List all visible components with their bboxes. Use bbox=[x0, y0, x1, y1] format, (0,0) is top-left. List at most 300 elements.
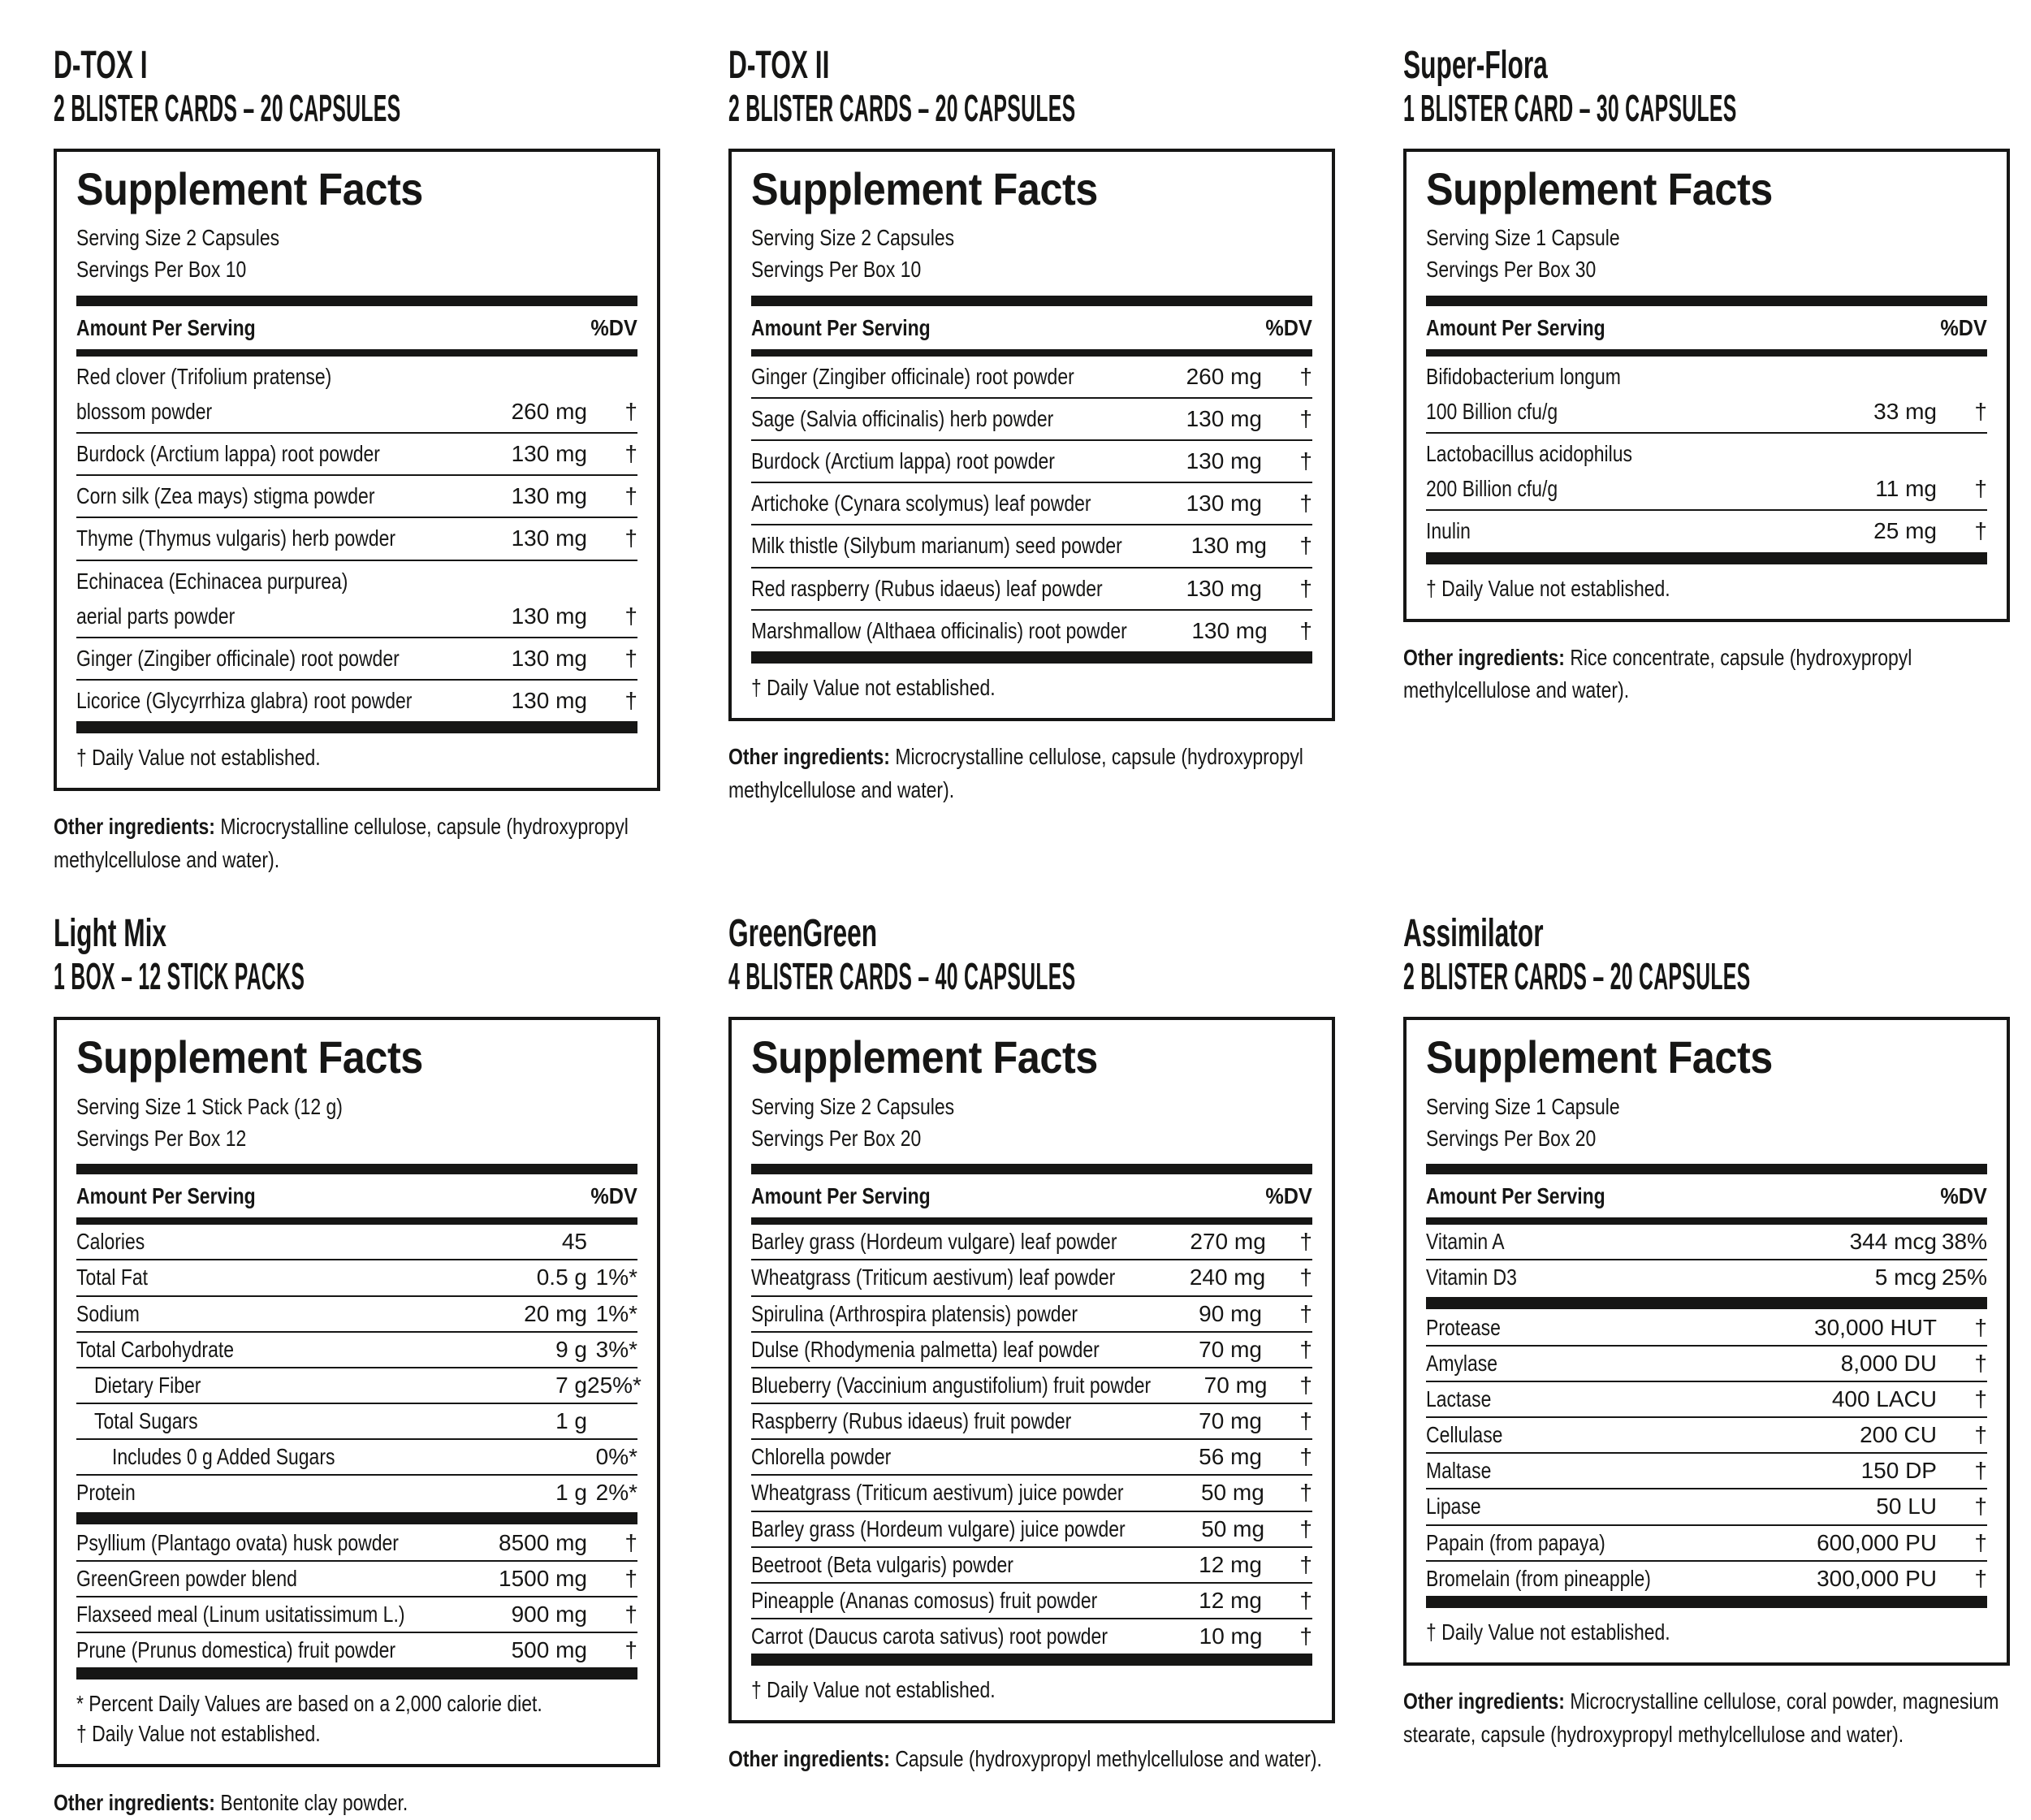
thin-divider bbox=[1426, 1217, 1987, 1225]
ingredient-name-line: Thyme (Thymus vulgaris) herb powder bbox=[76, 525, 396, 551]
footnotes bbox=[76, 733, 637, 773]
ingredient-name-line: Echinacea (Echinacea purpurea) bbox=[76, 568, 348, 594]
amount-header-row bbox=[76, 306, 637, 349]
amount-header-row bbox=[1426, 306, 1987, 349]
supplement-facts-title: Supplement Facts bbox=[76, 1031, 423, 1083]
ingredient-amount: 90 mg bbox=[1199, 1300, 1262, 1326]
ingredient-name bbox=[76, 568, 505, 629]
ingredient-dv: † bbox=[1299, 448, 1312, 474]
ingredient-row bbox=[76, 1632, 637, 1667]
ingredient-amount: 30,000 HUT bbox=[1814, 1314, 1937, 1340]
product-name: GreenGreen bbox=[728, 912, 878, 956]
ingredient-row bbox=[76, 637, 637, 679]
ingredient-name bbox=[76, 1602, 505, 1628]
product-name: Assimilator bbox=[1403, 912, 1544, 956]
ingredient-name bbox=[76, 1566, 492, 1592]
ingredient-dv: † bbox=[624, 603, 637, 629]
ingredient-amount: 70 mg bbox=[1199, 1336, 1262, 1362]
ingredient-dv: † bbox=[1299, 575, 1312, 601]
ingredient-name-line: Vitamin A bbox=[1426, 1229, 1505, 1255]
ingredient-name-line: Vitamin D3 bbox=[1426, 1264, 1517, 1290]
ingredient-row bbox=[76, 560, 637, 637]
ingredient-dv: † bbox=[624, 1637, 637, 1663]
thick-divider bbox=[1426, 1164, 1987, 1174]
servings-per-line: Servings Per Box 10 bbox=[76, 257, 247, 283]
ingredient-name-line: Licorice (Glycyrrhiza glabra) root powder bbox=[76, 688, 413, 714]
ingredient-dv: † bbox=[1299, 1372, 1312, 1398]
ingredient-row bbox=[1426, 1416, 1987, 1452]
ingredient-row bbox=[76, 357, 637, 432]
ingredient-name bbox=[76, 364, 505, 425]
ingredient-name bbox=[751, 1444, 1182, 1470]
ingredient-row bbox=[76, 1295, 637, 1331]
ingredient-name bbox=[1426, 1351, 1834, 1377]
ingredient-amount: 130 mg bbox=[511, 483, 587, 509]
servings-per-line: Servings Per Box 10 bbox=[751, 257, 922, 283]
ingredient-name bbox=[751, 1623, 1182, 1649]
ingredient-name bbox=[751, 406, 1180, 432]
ingredient-name-line: Calories bbox=[76, 1229, 145, 1255]
ingredient-amount: 130 mg bbox=[1191, 533, 1268, 559]
ingredient-dv: † bbox=[624, 483, 637, 509]
ingredient-name-line: 100 Billion cfu/g bbox=[1426, 398, 1558, 424]
ingredient-name-line: Bifidobacterium longum bbox=[1426, 363, 1621, 389]
ingredient-amount: 8,000 DU bbox=[1840, 1350, 1937, 1376]
ingredient-name bbox=[76, 525, 505, 551]
other-ingredients-label: Other ingredients: bbox=[54, 1790, 215, 1816]
ingredient-rows bbox=[751, 357, 1312, 651]
footnotes bbox=[751, 1666, 1312, 1705]
footnote-line: † Daily Value not established. bbox=[751, 674, 996, 700]
ingredient-row bbox=[751, 1582, 1312, 1618]
footnote-line: * Percent Daily Values are based on a 2,000 calorie diet. bbox=[76, 1691, 542, 1717]
ingredient-name bbox=[1426, 1422, 1853, 1448]
product-name: Light Mix bbox=[54, 912, 167, 956]
bottom-divider bbox=[751, 1654, 1312, 1666]
footnotes bbox=[751, 664, 1312, 703]
servings-per-line: Servings Per Box 20 bbox=[751, 1125, 922, 1151]
ingredient-amount: 130 mg bbox=[511, 525, 587, 551]
ingredient-name bbox=[751, 1516, 1185, 1542]
ingredient-dv: 0%* bbox=[595, 1444, 637, 1470]
ingredient-name-line: Maltase bbox=[1426, 1458, 1492, 1484]
ingredient-dv: † bbox=[1974, 1422, 1987, 1448]
ingredient-name-line: Ginger (Zingiber officinale) root powder bbox=[751, 363, 1074, 389]
ingredient-dv: † bbox=[1299, 1229, 1312, 1255]
thick-divider bbox=[751, 296, 1312, 306]
ingredient-rows bbox=[1426, 357, 1987, 552]
ingredient-name bbox=[1426, 1458, 1855, 1484]
ingredient-dv: † bbox=[1299, 1588, 1312, 1614]
ingredient-name bbox=[76, 483, 505, 509]
ingredient-dv: † bbox=[1299, 1408, 1312, 1434]
ingredient-name bbox=[76, 441, 505, 467]
ingredient-amount: 8500 mg bbox=[499, 1529, 587, 1555]
ingredient-dv: 3%* bbox=[595, 1336, 637, 1362]
supplement-facts-box bbox=[1403, 149, 2010, 622]
ingredient-amount: 11 mg bbox=[1875, 476, 1937, 502]
ingredient-name bbox=[1426, 364, 1857, 425]
ingredient-name bbox=[76, 646, 505, 672]
ingredient-dv: 1%* bbox=[595, 1300, 637, 1326]
ingredient-name-line: Blueberry (Vaccinium angustifolium) fruit powder bbox=[751, 1372, 1152, 1398]
ingredient-dv: † bbox=[1299, 1444, 1312, 1470]
ingredient-row bbox=[751, 567, 1312, 609]
ingredient-name-line: Red clover (Trifolium pratense) bbox=[76, 363, 332, 389]
ingredient-name-line: Sage (Salvia officinalis) herb powder bbox=[751, 405, 1054, 431]
ingredient-dv: † bbox=[1299, 1551, 1312, 1577]
thick-divider bbox=[1426, 296, 1987, 306]
ingredient-name-line: Barley grass (Hordeum vulgare) leaf powder bbox=[751, 1229, 1117, 1255]
ingredient-name bbox=[751, 491, 1180, 517]
other-ingredients bbox=[1403, 1685, 2010, 1751]
other-ingredients-text: Microcrystalline cellulose, capsule (hydroxypropyl methylcellulose and water). bbox=[54, 814, 629, 872]
ingredient-amount: 240 mg bbox=[1189, 1264, 1266, 1290]
ingredient-name bbox=[751, 1337, 1182, 1363]
thin-divider bbox=[751, 349, 1312, 357]
ingredient-name bbox=[1426, 1530, 1810, 1556]
section-divider bbox=[76, 1512, 637, 1524]
ingredient-name-line: Prune (Prunus domestica) fruit powder bbox=[76, 1637, 396, 1663]
ingredient-name bbox=[751, 1552, 1182, 1578]
ingredient-row bbox=[1426, 1345, 1987, 1381]
ingredient-row bbox=[1426, 1560, 1987, 1596]
ingredient-amount: 5 mcg bbox=[1874, 1264, 1937, 1290]
ingredient-amount: 260 mg bbox=[1186, 363, 1262, 389]
ingredient-amount: 150 DP bbox=[1860, 1458, 1937, 1484]
ingredient-name-line: Red raspberry (Rubus idaeus) leaf powder bbox=[751, 575, 1103, 601]
ingredient-amount: 130 mg bbox=[1186, 405, 1262, 431]
ingredient-dv: † bbox=[624, 1529, 637, 1555]
ingredient-row bbox=[1426, 1488, 1987, 1524]
ingredient-name-line: Bromelain (from pineapple) bbox=[1426, 1565, 1651, 1591]
ingredient-name-line: Carrot (Daucus carota sativus) root powder bbox=[751, 1623, 1108, 1649]
ingredient-dv: 25%* bbox=[587, 1372, 642, 1398]
product-spec: 2 BLISTER CARDS – 20 CAPSULES bbox=[1403, 955, 1751, 998]
serving-size-line: Serving Size 1 Capsule bbox=[1426, 1093, 1620, 1119]
ingredient-amount: 1 g bbox=[555, 1480, 587, 1506]
ingredient-row bbox=[76, 1331, 637, 1367]
ingredient-row bbox=[751, 1225, 1312, 1259]
ingredient-dv: † bbox=[1299, 533, 1312, 559]
ingredient-name-line: Pineapple (Ananas comosus) fruit powder bbox=[751, 1588, 1098, 1614]
ingredient-name-line: Marshmallow (Althaea officinalis) root powder bbox=[751, 617, 1127, 643]
ingredient-name-line: blossom powder bbox=[76, 398, 213, 424]
ingredient-name-line: Papain (from papaya) bbox=[1426, 1529, 1605, 1555]
ingredient-row bbox=[76, 474, 637, 517]
thin-divider bbox=[751, 1217, 1312, 1225]
amount-per-serving-label: Amount Per Serving bbox=[76, 314, 256, 340]
ingredient-amount: 10 mg bbox=[1199, 1623, 1263, 1649]
ingredient-row bbox=[1426, 1311, 1987, 1345]
ingredient-amount: 70 mg bbox=[1199, 1408, 1262, 1434]
product-panel bbox=[728, 45, 1335, 806]
ingredient-amount: 130 mg bbox=[511, 645, 587, 671]
ingredient-row bbox=[76, 1560, 637, 1596]
ingredient-name-line: Total Fat bbox=[76, 1264, 149, 1290]
ingredient-amount: 45 bbox=[561, 1229, 587, 1255]
footnotes bbox=[1426, 1608, 1987, 1648]
thin-divider bbox=[76, 1217, 637, 1225]
ingredient-row bbox=[76, 1596, 637, 1632]
ingredient-dv: 1%* bbox=[595, 1264, 637, 1290]
ingredient-dv: † bbox=[624, 688, 637, 714]
ingredient-amount: 900 mg bbox=[511, 1602, 587, 1628]
ingredient-dv: † bbox=[1974, 1565, 1987, 1591]
ingredient-amount: 270 mg bbox=[1190, 1229, 1266, 1255]
ingredient-name bbox=[1426, 1315, 1808, 1341]
ingredient-name-line: Cellulase bbox=[1426, 1422, 1503, 1448]
ingredient-name bbox=[751, 576, 1180, 602]
percent-dv-label: %DV bbox=[1265, 314, 1312, 340]
ingredient-name-line: Wheatgrass (Triticum aestivum) juice powder bbox=[751, 1480, 1124, 1506]
ingredient-dv: † bbox=[1299, 1264, 1312, 1290]
other-ingredients-label: Other ingredients: bbox=[728, 1746, 890, 1772]
ingredient-name bbox=[751, 1301, 1182, 1327]
ingredient-row bbox=[76, 432, 637, 474]
ingredient-amount: 12 mg bbox=[1199, 1551, 1262, 1577]
ingredient-name-line: Spirulina (Arthrospira platensis) powder bbox=[751, 1300, 1078, 1326]
ingredient-dv: † bbox=[1299, 1515, 1312, 1541]
bottom-divider bbox=[1426, 552, 1987, 564]
ingredient-amount: 130 mg bbox=[511, 688, 587, 714]
ingredient-name bbox=[1426, 1566, 1810, 1592]
ingredient-row bbox=[751, 397, 1312, 439]
percent-dv-label: %DV bbox=[590, 1183, 637, 1209]
ingredient-rows bbox=[76, 1225, 642, 1667]
ingredient-dv: † bbox=[1974, 1386, 1987, 1411]
ingredient-name-line: Wheatgrass (Triticum aestivum) leaf powder bbox=[751, 1264, 1116, 1290]
other-ingredients bbox=[728, 1743, 1335, 1776]
ingredient-name bbox=[751, 1229, 1183, 1255]
servings-per-line: Servings Per Box 30 bbox=[1426, 257, 1597, 283]
ingredient-amount: 260 mg bbox=[511, 398, 587, 424]
ingredient-name bbox=[1426, 1494, 1857, 1520]
ingredient-amount: 344 mcg bbox=[1849, 1229, 1937, 1255]
servings-per-line: Servings Per Box 12 bbox=[76, 1125, 247, 1151]
amount-header-row bbox=[751, 1174, 1312, 1217]
ingredient-row bbox=[751, 609, 1312, 651]
bottom-divider bbox=[1426, 1596, 1987, 1608]
ingredient-row bbox=[751, 1367, 1312, 1403]
ingredient-name bbox=[76, 1480, 508, 1506]
ingredient-name-line: Flaxseed meal (Linum usitatissimum L.) bbox=[76, 1602, 405, 1628]
ingredient-dv: 25% bbox=[1941, 1264, 1987, 1290]
footnote-line: † Daily Value not established. bbox=[1426, 1619, 1670, 1645]
ingredient-dv: † bbox=[1299, 491, 1312, 517]
ingredient-amount: 130 mg bbox=[1186, 448, 1262, 474]
product-panel bbox=[728, 914, 1335, 1775]
ingredient-row bbox=[76, 1474, 637, 1510]
percent-dv-label: %DV bbox=[1265, 1183, 1312, 1209]
amount-header-row bbox=[1426, 1174, 1987, 1217]
ingredient-dv: † bbox=[624, 1565, 637, 1591]
ingredient-name-line: Burdock (Arctium lappa) root powder bbox=[751, 448, 1055, 474]
thick-divider bbox=[76, 1164, 637, 1174]
ingredient-row bbox=[751, 1295, 1312, 1331]
thick-divider bbox=[751, 1164, 1312, 1174]
product-name: D-TOX II bbox=[728, 44, 830, 87]
serving-info bbox=[751, 222, 1312, 285]
ingredient-rows bbox=[76, 357, 637, 722]
ingredient-name-line: Psyllium (Plantago ovata) husk powder bbox=[76, 1529, 399, 1555]
supplement-facts-box bbox=[728, 149, 1335, 721]
supplement-facts-title: Supplement Facts bbox=[751, 162, 1098, 214]
ingredient-row bbox=[751, 357, 1312, 397]
ingredient-dv: † bbox=[1974, 1529, 1987, 1555]
other-ingredients-label: Other ingredients: bbox=[728, 743, 890, 769]
ingredient-amount: 7 g bbox=[555, 1372, 587, 1398]
thin-divider bbox=[76, 349, 637, 357]
amount-per-serving-label: Amount Per Serving bbox=[1426, 1183, 1605, 1209]
ingredient-amount: 20 mg bbox=[524, 1300, 587, 1326]
ingredient-name-line: Protease bbox=[1426, 1314, 1501, 1340]
ingredient-name-line: Sodium bbox=[76, 1300, 140, 1326]
ingredient-name-line: Lactase bbox=[1426, 1386, 1492, 1411]
ingredient-name bbox=[1426, 441, 1857, 502]
percent-dv-label: %DV bbox=[590, 314, 637, 340]
other-ingredients bbox=[728, 741, 1335, 806]
ingredient-name bbox=[76, 1337, 508, 1363]
ingredient-row bbox=[76, 1526, 637, 1560]
other-ingredients bbox=[54, 1787, 660, 1820]
ingredient-row bbox=[76, 1438, 637, 1474]
ingredient-name bbox=[751, 1408, 1182, 1434]
ingredient-name bbox=[76, 1408, 508, 1434]
ingredient-row bbox=[751, 524, 1312, 566]
thick-divider bbox=[76, 296, 637, 306]
bottom-divider bbox=[76, 1667, 637, 1680]
ingredient-amount: 0.5 g bbox=[536, 1264, 587, 1290]
other-ingredients-label: Other ingredients: bbox=[1403, 1688, 1565, 1714]
ingredient-amount: 12 mg bbox=[1199, 1588, 1262, 1614]
ingredient-name bbox=[751, 1588, 1182, 1614]
ingredient-dv: † bbox=[1299, 1336, 1312, 1362]
ingredient-name bbox=[76, 1301, 508, 1327]
ingredient-name bbox=[751, 1373, 1187, 1399]
ingredient-amount: 130 mg bbox=[511, 441, 587, 467]
bottom-divider bbox=[76, 721, 637, 733]
panels-grid bbox=[54, 45, 2031, 1820]
ingredient-row bbox=[751, 1403, 1312, 1438]
footnote-line: † Daily Value not established. bbox=[751, 1677, 996, 1703]
ingredient-amount: 400 LACU bbox=[1831, 1386, 1937, 1411]
ingredient-name-line: Includes 0 g Added Sugars bbox=[112, 1444, 335, 1470]
ingredient-row bbox=[751, 482, 1312, 524]
ingredient-amount: 50 mg bbox=[1200, 1480, 1264, 1506]
product-panel bbox=[54, 914, 660, 1819]
ingredient-dv: † bbox=[1299, 617, 1312, 643]
ingredient-row bbox=[1426, 1452, 1987, 1488]
ingredient-amount: 200 CU bbox=[1860, 1422, 1937, 1448]
ingredient-row bbox=[76, 1367, 642, 1403]
bottom-divider bbox=[751, 651, 1312, 664]
ingredient-dv: † bbox=[624, 398, 637, 424]
ingredient-name-line: Total Carbohydrate bbox=[76, 1336, 234, 1362]
ingredient-dv: † bbox=[1974, 398, 1987, 424]
amount-header-row bbox=[76, 1174, 637, 1217]
ingredient-name bbox=[76, 1264, 508, 1290]
other-ingredients-label: Other ingredients: bbox=[1403, 644, 1565, 670]
ingredient-name-line: Protein bbox=[76, 1480, 136, 1506]
footnote-line: † Daily Value not established. bbox=[76, 745, 321, 771]
ingredient-dv: 38% bbox=[1941, 1229, 1987, 1255]
serving-info bbox=[76, 222, 637, 285]
ingredient-name-line: GreenGreen powder blend bbox=[76, 1565, 297, 1591]
ingredient-row bbox=[751, 439, 1312, 482]
other-ingredients-text: Rice concentrate, capsule (hydroxypropyl methylcellulose and water). bbox=[1403, 644, 1912, 703]
ingredient-amount: 300,000 PU bbox=[1817, 1565, 1937, 1591]
serving-size-line: Serving Size 2 Capsules bbox=[751, 225, 955, 251]
other-ingredients-text: Microcrystalline cellulose, coral powder, magnesium stearate, capsule (hydroxypropyl methylcellulose and water). bbox=[1403, 1688, 1999, 1747]
ingredient-dv: † bbox=[1299, 1300, 1312, 1326]
ingredient-amount: 500 mg bbox=[511, 1637, 587, 1663]
amount-per-serving-label: Amount Per Serving bbox=[751, 1183, 931, 1209]
supplement-facts-title: Supplement Facts bbox=[1426, 162, 1773, 214]
product-spec: 2 BLISTER CARDS – 20 CAPSULES bbox=[54, 86, 401, 129]
ingredient-name-line: Milk thistle (Silybum marianum) seed powder bbox=[751, 533, 1122, 559]
supplement-facts-title: Supplement Facts bbox=[751, 1031, 1098, 1083]
percent-dv-label: %DV bbox=[1940, 314, 1987, 340]
product-spec: 1 BOX – 12 STICK PACKS bbox=[54, 955, 305, 998]
ingredient-row bbox=[751, 1618, 1312, 1654]
ingredient-name-line: Amylase bbox=[1426, 1350, 1498, 1376]
serving-size-line: Serving Size 1 Capsule bbox=[1426, 225, 1620, 251]
serving-info bbox=[1426, 222, 1987, 285]
ingredient-name-line: Total Sugars bbox=[94, 1408, 198, 1434]
product-panel bbox=[1403, 914, 2010, 1751]
ingredient-dv: † bbox=[1974, 1350, 1987, 1376]
ingredient-name bbox=[76, 1444, 508, 1470]
amount-header-row bbox=[751, 306, 1312, 349]
ingredient-row bbox=[1426, 357, 1987, 432]
ingredient-row bbox=[751, 1546, 1312, 1582]
ingredient-dv: 2%* bbox=[595, 1480, 637, 1506]
ingredient-name-line: Barley grass (Hordeum vulgare) juice powder bbox=[751, 1515, 1126, 1541]
ingredient-amount: 9 g bbox=[555, 1336, 587, 1362]
ingredient-amount: 50 mg bbox=[1201, 1515, 1265, 1541]
ingredient-name-line: Lipase bbox=[1426, 1494, 1481, 1520]
ingredient-row bbox=[76, 1259, 637, 1295]
ingredient-dv: † bbox=[624, 1602, 637, 1628]
amount-per-serving-label: Amount Per Serving bbox=[1426, 314, 1605, 340]
ingredient-amount: 130 mg bbox=[1186, 575, 1262, 601]
supplement-facts-title: Supplement Facts bbox=[76, 162, 423, 214]
ingredient-name bbox=[751, 533, 1185, 559]
ingredient-dv: † bbox=[624, 525, 637, 551]
ingredient-name-line: Beetroot (Beta vulgaris) powder bbox=[751, 1551, 1013, 1577]
ingredient-name-line: Dietary Fiber bbox=[94, 1372, 201, 1398]
ingredient-dv: † bbox=[1299, 363, 1312, 389]
ingredient-name-line: Burdock (Arctium lappa) root powder bbox=[76, 441, 380, 467]
ingredient-name bbox=[76, 688, 505, 714]
ingredient-dv: † bbox=[1299, 405, 1312, 431]
percent-dv-label: %DV bbox=[1940, 1183, 1987, 1209]
other-ingredients-text: Microcrystalline cellulose, capsule (hydroxypropyl methylcellulose and water). bbox=[728, 743, 1303, 802]
ingredient-amount: 130 mg bbox=[1186, 491, 1262, 517]
ingredient-row bbox=[1426, 1259, 1987, 1295]
ingredient-row bbox=[76, 517, 637, 559]
ingredient-name bbox=[751, 1480, 1185, 1506]
ingredient-name bbox=[1426, 1264, 1857, 1290]
ingredient-name-line: Dulse (Rhodymenia palmetta) leaf powder bbox=[751, 1336, 1100, 1362]
ingredient-name bbox=[1426, 1229, 1843, 1255]
section-divider bbox=[1426, 1297, 1987, 1309]
ingredient-name-line: Raspberry (Rubus idaeus) fruit powder bbox=[751, 1408, 1072, 1434]
ingredient-dv: † bbox=[1974, 476, 1987, 502]
other-ingredients bbox=[54, 811, 660, 876]
ingredient-name bbox=[76, 1530, 492, 1556]
